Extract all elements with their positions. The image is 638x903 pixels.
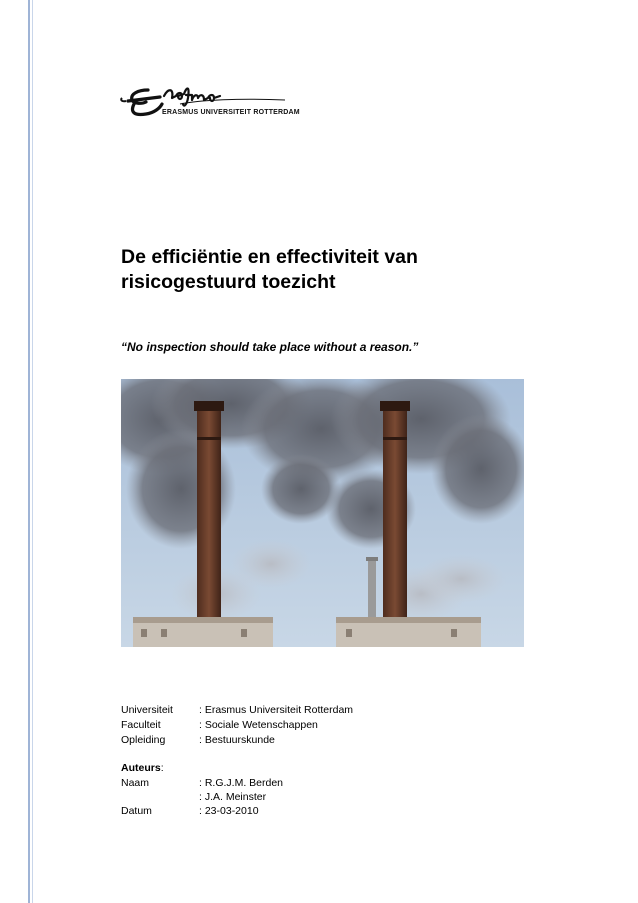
page-margin-line xyxy=(28,0,30,903)
detail-value: : Erasmus Universiteit Rotterdam xyxy=(199,704,354,716)
author-name: : R.G.J.M. Berden xyxy=(199,777,284,789)
title-line-2: risicogestuurd toezicht xyxy=(121,271,336,293)
detail-label: Opleiding xyxy=(121,734,166,746)
date-label: Datum xyxy=(121,805,152,817)
author-name: : J.A. Meinster xyxy=(199,791,267,803)
name-label: Naam xyxy=(121,777,150,789)
detail-label: Universiteit xyxy=(121,704,173,716)
factory-chimneys-image xyxy=(121,379,524,647)
detail-label: Faculteit xyxy=(121,719,161,731)
document-title xyxy=(121,245,541,295)
erasmus-logo xyxy=(120,74,300,124)
authors-heading-text: Auteurs xyxy=(121,762,161,774)
subtitle-quote: “No inspection should take place without a reason.” xyxy=(121,340,419,354)
date-value: : 23-03-2010 xyxy=(199,805,259,817)
cover-photo xyxy=(121,379,524,647)
authors-heading-colon: : xyxy=(160,762,164,774)
erasmus-signature-icon xyxy=(120,74,295,124)
detail-value: : Bestuurskunde xyxy=(199,734,275,746)
university-name-logo-text: ERASMUS UNIVERSITEIT ROTTERDAM xyxy=(162,109,300,116)
title-line-1: De efficiëntie en effectiviteit van xyxy=(121,246,418,268)
detail-value: : Sociale Wetenschappen xyxy=(199,719,318,731)
page-margin-line-secondary xyxy=(32,0,33,903)
